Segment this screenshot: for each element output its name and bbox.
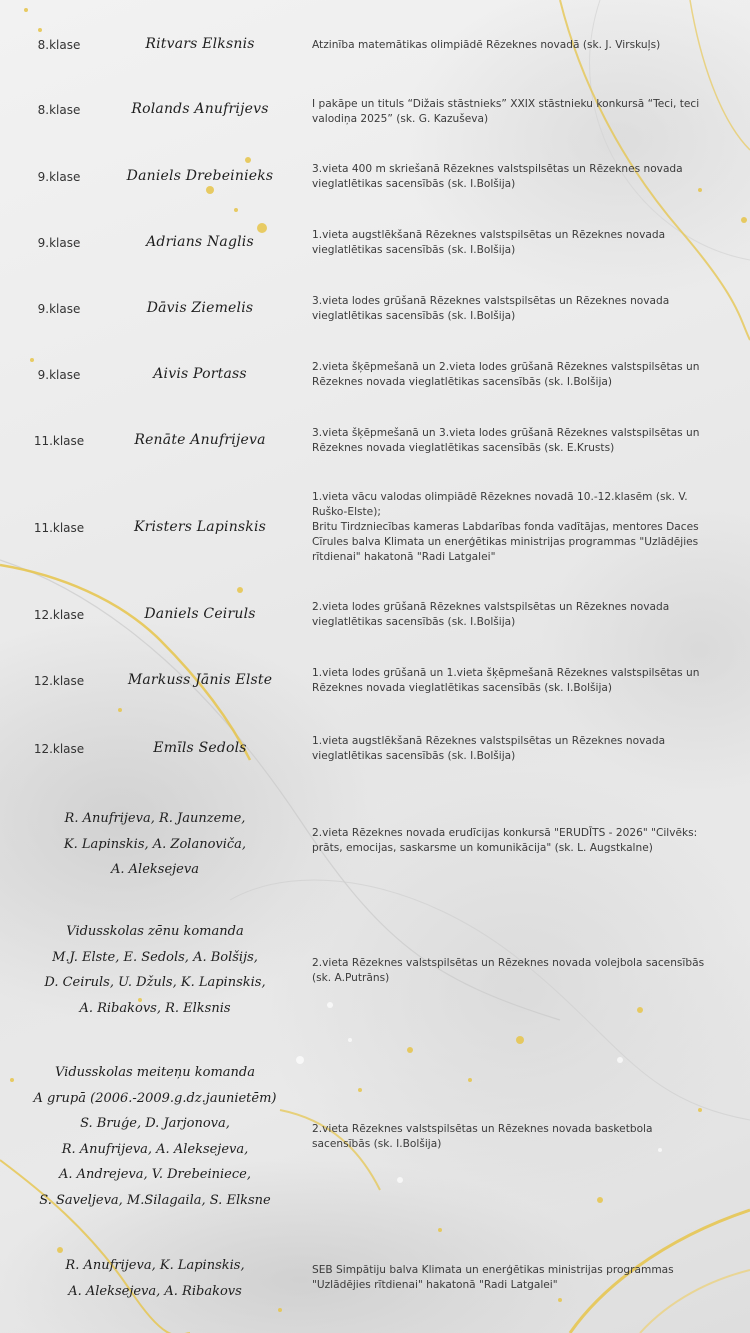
team-member-line: M.J. Elste, E. Sedols, A. Bolšijs, (52, 949, 258, 965)
award-description (312, 360, 714, 390)
award-description-line: 1.vieta augstlēkšanā Rēzeknes valstspilsētas un Rēzeknes novada vieglatlētikas sacensībās (sk. I.Bolšija) (312, 735, 666, 762)
award-description-line: Atzinība matemātikas olimpiādē Rēzeknes novadā (sk. J. Virskuļs) (312, 39, 661, 51)
award-description (312, 490, 714, 565)
class-label: 9.klase (37, 236, 81, 250)
award-description-line: 3.vieta šķēpmešanā un 3.vieta lodes grūšanā Rēzeknes valstspilsētas un Rēzeknes novada vieglatlētikas sacensībās (sk. E.Krusts) (312, 427, 700, 454)
team-member-line: A. Andrejeva, V. Drebeiniece, (59, 1167, 251, 1182)
student-name: Aivis Portass (153, 366, 247, 382)
class-label: 12.klase (33, 608, 85, 622)
team-member-line: Vidusskolas zēnu komanda (66, 924, 244, 939)
student-name: Adrians Naglis (146, 234, 254, 250)
award-description (312, 426, 714, 456)
class-label: 9.klase (37, 302, 81, 316)
class-label: 11.klase (33, 521, 85, 535)
team-member-line: A. Ribakovs, R. Elksnis (79, 1000, 231, 1016)
award-description (312, 38, 714, 53)
award-description: 2.vieta Rēzeknes valstspilsētas un Rēzeknes novada basketbola sacensībās (sk. I.Bolšija) (312, 1123, 653, 1150)
student-name: Rolands Anufrijevs (131, 101, 269, 117)
award-description-line: 1.vieta lodes grūšanā un 1.vieta šķēpmešanā Rēzeknes valstspilsētas un Rēzeknes novada vieglatlētikas sacensībās (sk. I.Bolšija) (312, 667, 700, 694)
student-name: Markuss Jānis Elste (127, 672, 273, 688)
class-label: 9.klase (37, 170, 81, 184)
class-label: 8.klase (37, 103, 81, 117)
award-description-line: I pakāpe un tituls “Dižais stāstnieks” XXIX stāstnieku konkursā “Teci, teci valodiņa 2025” (sk. G. Kazuševa) (312, 98, 700, 125)
team-member-line: A. Aleksejeva, A. Ribakovs (68, 1283, 242, 1299)
award-description-line: 2.vieta lodes grūšanā Rēzeknes valstspilsētas un Rēzeknes novada vieglatlētikas sacensībās (sk. I.Bolšija) (312, 601, 670, 628)
award-description (312, 734, 714, 764)
student-name: Ritvars Elksnis (145, 36, 255, 52)
award-description (312, 228, 714, 258)
award-description (312, 97, 714, 127)
team-members (28, 919, 282, 1021)
student-name: Dāvis Ziemelis (146, 300, 254, 316)
class-label: 11.klase (33, 434, 85, 448)
award-description (312, 666, 714, 696)
class-label: 9.klase (37, 368, 81, 382)
award-description-line: 1.vieta augstlēkšanā Rēzeknes valstspilsētas un Rēzeknes novada vieglatlētikas sacensībās (sk. I.Bolšija) (312, 229, 666, 256)
award-description (312, 600, 714, 630)
award-description-line: 3.vieta 400 m skriešanā Rēzeknes valstspilsētas un Rēzeknes novada vieglatlētikas sacensībās (sk. I.Bolšija) (312, 163, 683, 190)
team-member-line: R. Anufrijeva, R. Jaunzeme, (64, 811, 246, 826)
team-member-line: R. Anufrijeva, A. Aleksejeva, (61, 1141, 249, 1157)
team-member-line: S. Bruģe, D. Jarjonova, (80, 1116, 230, 1131)
student-name: Renāte Anufrijeva (134, 432, 266, 448)
student-name: Emīls Sedols (153, 740, 247, 756)
class-label: 12.klase (33, 674, 85, 688)
award-description: 2.vieta Rēzeknes valstspilsētas un Rēzeknes novada volejbola sacensībās (sk. A.Putrāns) (312, 957, 705, 984)
team-member-line: D. Ceiruls, U. Džuls, K. Lapinskis, (44, 975, 266, 990)
team-members (28, 1060, 282, 1213)
team-member-line: R. Anufrijeva, K. Lapinskis, (65, 1258, 245, 1273)
student-name: Kristers Lapinskis (133, 519, 267, 535)
team-member-line: A. Aleksejeva (111, 862, 199, 877)
award-description (312, 162, 714, 192)
class-label: 12.klase (33, 742, 85, 756)
class-label: 8.klase (37, 38, 81, 52)
student-name: Daniels Drebeinieks (126, 168, 274, 184)
team-member-line: A grupā (2006.-2009.g.dz.jaunietēm) (33, 1090, 277, 1106)
team-member-line: Vidusskolas meiteņu komanda (55, 1065, 255, 1080)
team-members (28, 806, 282, 883)
team-members (28, 1253, 282, 1304)
award-description-line: 3.vieta lodes grūšanā Rēzeknes valstspilsētas un Rēzeknes novada vieglatlētikas sacensībās (sk. I.Bolšija) (312, 295, 670, 322)
award-description (312, 294, 714, 324)
award-description: SEB Simpātiju balva Klimata un enerģētikas ministrijas programmas "Uzlādējies rītdienai" hakatonā "Radi Latgalei" (312, 1264, 674, 1291)
student-name: Daniels Ceiruls (144, 606, 256, 622)
award-description-line: 1.vieta vācu valodas olimpiādē Rēzeknes novadā 10.-12.klasēm (sk. V. Ruško-Elste); (312, 491, 688, 518)
team-member-line: S. Saveljeva, M.Silagaila, S. Elksne (39, 1192, 271, 1208)
team-member-line: K. Lapinskis, A. Zolanoviča, (63, 836, 247, 852)
award-description: 2.vieta Rēzeknes novada erudīcijas konkursā "ERUDĪTS - 2026" "Cilvēks: prāts, emocijas, saskarsme un komunikācija" (sk. L. Augstkalne) (312, 827, 698, 854)
award-description-line: Britu Tirdzniecības kameras Labdarības fonda vadītājas, mentores Daces Cīrules balva Klimata un enerģētikas ministrijas programmas "Uzlādējies rītdienai" hakatonā "Radi Latgalei" (312, 521, 699, 563)
award-description-line: 2.vieta šķēpmešanā un 2.vieta lodes grūšanā Rēzeknes valstspilsētas un Rēzeknes novada vieglatlētikas sacensībās (sk. I.Bolšija) (312, 361, 700, 388)
